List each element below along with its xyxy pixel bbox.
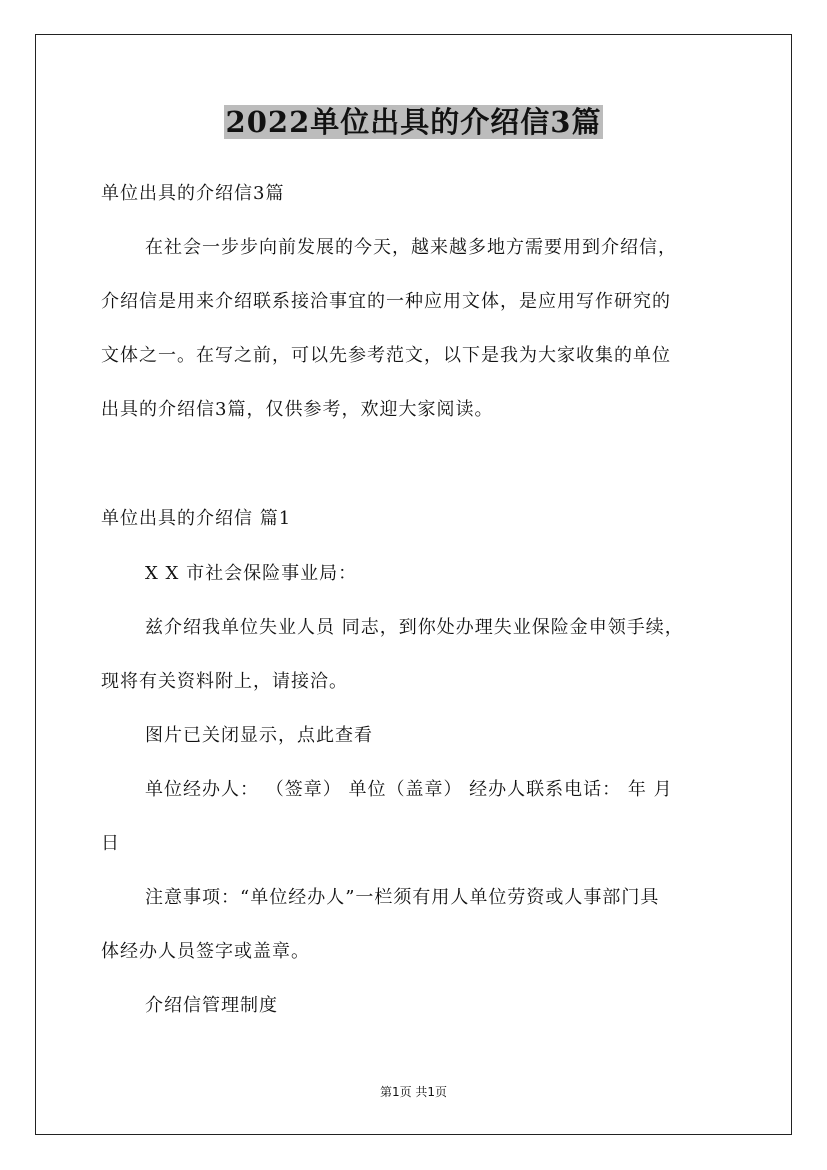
intro-line-4: 出具的介绍信3篇，仅供参考，欢迎大家阅读。 <box>101 399 494 420</box>
intro-line-2: 介绍信是用来介绍联系接洽事宜的一种应用文体，是应用写作研究的 <box>101 291 671 312</box>
document-title-text: 2022单位出具的介绍信3篇 <box>225 105 602 139</box>
addressee: X X 市社会保险事业局： <box>145 563 358 584</box>
intro-line-1: 在社会一步步向前发展的今天，越来越多地方需要用到介绍信， <box>145 237 677 258</box>
body-line-2: 现将有关资料附上，请接洽。 <box>101 671 348 692</box>
subtitle: 单位出具的介绍信3篇 <box>101 183 285 204</box>
image-placeholder-link[interactable]: 图片已关闭显示，点此查看 <box>145 725 373 746</box>
note-line-1: 注意事项：“单位经办人”一栏须有用人单位劳资或人事部门具 <box>145 887 660 908</box>
body-line-1: 兹介绍我单位失业人员 同志，到你处办理失业保险金申领手续， <box>145 617 684 638</box>
intro-line-3: 文体之一。在写之前，可以先参考范文，以下是我为大家收集的单位 <box>101 345 671 366</box>
management-heading: 介绍信管理制度 <box>145 995 278 1016</box>
signature-line-1: 单位经办人： （签章） 单位（盖章） 经办人联系电话： 年 月 <box>145 779 673 800</box>
note-line-2: 体经办人员签字或盖章。 <box>101 941 310 962</box>
page-indicator: 第1页 共1页 <box>379 1085 448 1099</box>
section-heading: 单位出具的介绍信 篇1 <box>101 508 292 529</box>
document-title <box>0 102 827 142</box>
signature-line-2: 日 <box>101 833 120 854</box>
